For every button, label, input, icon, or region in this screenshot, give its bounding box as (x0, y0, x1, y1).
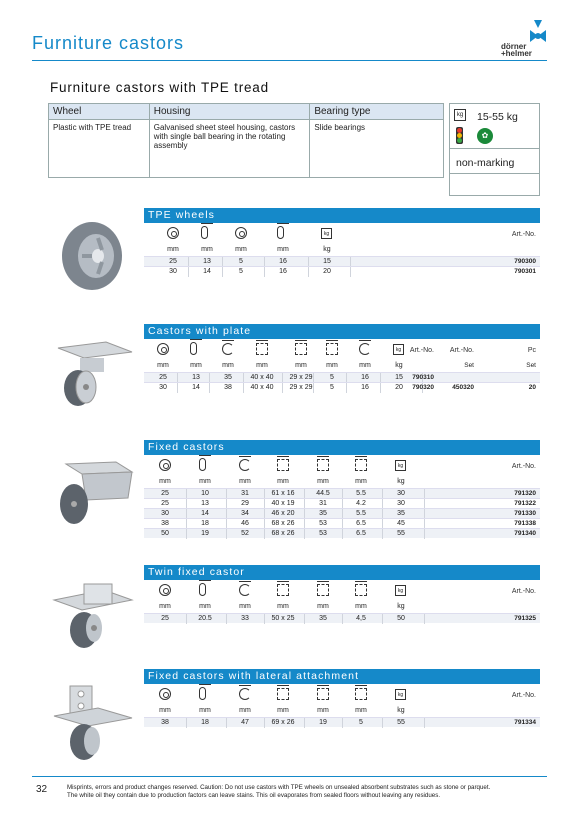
spec-header-bearing: Bearing type (310, 104, 444, 120)
unit-label: mm (355, 603, 367, 610)
table-lateral-attachment (144, 684, 540, 727)
unit-label: mm (222, 362, 234, 369)
twin-fixed-castor-image (48, 578, 138, 650)
unit-label: kg (397, 603, 405, 610)
unit-label: mm (277, 246, 289, 253)
icons-row (144, 455, 540, 477)
unit-label: mm (317, 707, 329, 714)
table-cell: 18 (201, 520, 209, 527)
table-cell: 5 (330, 384, 334, 391)
hole-diameter-icon (326, 343, 338, 355)
units-row (144, 706, 540, 717)
table-row (144, 256, 540, 266)
art-no-header: Pc (527, 347, 536, 354)
article-number: 791340 (514, 530, 536, 537)
swivel-radius-icon (359, 343, 371, 355)
article-number: 450320 (452, 384, 474, 391)
column-divider (424, 614, 425, 624)
load-capacity-icon: kg (395, 460, 406, 471)
column-divider (222, 267, 223, 277)
unit-label: mm (159, 707, 171, 714)
total-height-icon (239, 459, 251, 471)
column-divider (346, 383, 347, 393)
table-cell: 33 (241, 615, 249, 622)
table-cell: 14 (192, 384, 200, 391)
table-cell: 44.5 (316, 490, 330, 497)
load-capacity-icon: kg (321, 228, 332, 239)
wheel-width-icon (199, 687, 206, 700)
non-marking-label: non-marking (456, 157, 515, 169)
table-cell: 35 (224, 374, 232, 381)
unit-label: mm (157, 362, 169, 369)
wheel-width-icon (201, 226, 208, 239)
table-cell: 16 (361, 384, 369, 391)
units-row (144, 245, 540, 256)
brand-wordmark: dörner +helmer (501, 42, 532, 58)
unit-label: mm (277, 707, 289, 714)
column-divider (177, 383, 178, 393)
table-cell: 16 (279, 268, 287, 275)
unit-label: mm (359, 362, 371, 369)
table-cell: 29 x 29 (289, 374, 313, 381)
article-number: 791330 (514, 510, 536, 517)
table-cell: 47 (241, 719, 249, 726)
wheel-diameter-icon (167, 227, 179, 239)
spec-table (48, 103, 444, 178)
unit-label: mm (239, 707, 251, 714)
table-cell: 55 (397, 719, 405, 726)
table-row (144, 488, 540, 498)
art-sub-header: Set (526, 362, 536, 369)
table-cell: 34 (241, 510, 249, 517)
table-cell: 25 (159, 374, 167, 381)
unit-label: mm (355, 707, 367, 714)
table-row (144, 498, 540, 508)
column-divider (424, 529, 425, 539)
column-divider (226, 718, 227, 728)
table-cell: 31 (319, 500, 327, 507)
load-capacity-icon: kg (454, 109, 466, 121)
column-divider (342, 718, 343, 728)
bore-icon (235, 227, 247, 239)
column-divider (304, 529, 305, 539)
table-cell: 6.5 (356, 520, 366, 527)
column-divider (382, 614, 383, 624)
traffic-light-icon (456, 127, 463, 144)
art-no-header: Art.-No. (449, 347, 474, 354)
units-row (144, 477, 540, 488)
icons-row (144, 339, 540, 361)
column-divider (188, 267, 189, 277)
header-divider (32, 60, 547, 61)
spec-header-housing: Housing (149, 104, 310, 120)
footer-line-1: Misprints, errors and product changes reserved. Caution: Do not use castors with TPE wheels on unsealed absorbent substrates such as stone or parquet. (67, 784, 491, 791)
table-cell: 15 (395, 374, 403, 381)
column-divider (226, 529, 227, 539)
section-title-lateral-attachment: Fixed castors with lateral attachment (144, 669, 540, 684)
properties-nonmarking-row (450, 149, 539, 174)
table-cell: 19 (201, 530, 209, 537)
table-cell: 16 (279, 258, 287, 265)
table-cell: 46 (241, 520, 249, 527)
hole-spacing-icon (317, 459, 329, 471)
plate-size-icon (277, 688, 289, 700)
column-divider (304, 614, 305, 624)
table-cell: 5 (239, 268, 243, 275)
table-cell: 5.5 (356, 510, 366, 517)
column-divider (304, 718, 305, 728)
table-cell: 5.5 (356, 490, 366, 497)
article-number: 790310 (412, 374, 434, 381)
article-number: 790320 (412, 384, 434, 391)
table-cell: 68 x 26 (271, 530, 295, 537)
properties-load-row (450, 104, 539, 149)
hole-diameter-icon (355, 459, 367, 471)
column-divider (313, 383, 314, 393)
table-cell: 31 (241, 490, 249, 497)
table-row (144, 382, 540, 392)
table-cell: 46 x 20 (271, 510, 295, 517)
hub-length-icon (277, 226, 284, 239)
table-row (144, 518, 540, 528)
section-title-castors-with-plate: Castors with plate (144, 324, 540, 339)
unit-label: kg (397, 478, 405, 485)
art-no-header: Art.-No. (511, 588, 536, 595)
column-divider (264, 614, 265, 624)
table-cell: 13 (203, 258, 211, 265)
column-divider (282, 383, 283, 393)
column-divider (186, 614, 187, 624)
table-cell: 40 x 19 (271, 500, 295, 507)
footer-line-2: The white oil they contain due to production factors can leave stains. This oil evaporates from sealed floors without leaving any residues. (67, 792, 441, 799)
article-number: 791325 (514, 615, 536, 622)
column-divider (382, 529, 383, 539)
load-range: 15-55 kg (477, 111, 518, 123)
table-row (144, 266, 540, 276)
unit-label: mm (167, 246, 179, 253)
table-cell: 30 (161, 510, 169, 517)
table-cell: 10 (201, 490, 209, 497)
tpe-wheel-image (52, 218, 127, 293)
hole-spacing-icon (295, 343, 307, 355)
unit-label: mm (277, 478, 289, 485)
table-cell: 38 (161, 520, 169, 527)
table-cell: 4.2 (356, 500, 366, 507)
unit-label: mm (317, 603, 329, 610)
table-cell: 45 (397, 520, 405, 527)
plate-size-icon (256, 343, 268, 355)
castor-with-plate-image (48, 340, 138, 410)
hole-diameter-icon (355, 584, 367, 596)
column-divider (264, 267, 265, 277)
unit-label: mm (199, 707, 211, 714)
icons-row (144, 223, 540, 245)
table-cell: 14 (203, 268, 211, 275)
units-row (144, 602, 540, 613)
spec-header-wheel: Wheel (49, 104, 150, 120)
unit-label: kg (395, 362, 403, 369)
unit-label: mm (355, 478, 367, 485)
table-cell: 50 (397, 615, 405, 622)
plate-size-icon (277, 459, 289, 471)
units-row (144, 361, 540, 372)
table-cell: 52 (241, 530, 249, 537)
article-number: 790301 (514, 268, 536, 275)
column-divider (308, 267, 309, 277)
properties-box (449, 103, 540, 196)
table-cell: 14 (201, 510, 209, 517)
wheel-diameter-icon (159, 459, 171, 471)
column-divider (342, 529, 343, 539)
table-cell: 40 x 40 (250, 374, 274, 381)
load-capacity-icon: kg (395, 585, 406, 596)
table-cell: 53 (319, 520, 327, 527)
table-row (144, 528, 540, 538)
table-cell: 18 (201, 719, 209, 726)
table-cell: 5 (359, 719, 363, 726)
art-no-header: Art.-No. (511, 463, 536, 470)
table-cell: 4,5 (356, 615, 366, 622)
table-row (144, 508, 540, 518)
unit-label: mm (317, 478, 329, 485)
fixed-castor-image (48, 458, 138, 528)
article-number: 791338 (514, 520, 536, 527)
table-cell: 38 (224, 384, 232, 391)
column-divider (186, 529, 187, 539)
table-row (144, 717, 540, 727)
spec-value-housing: Galvanised sheet steel housing, castors with single ball bearing in the rotating assembly (149, 120, 310, 178)
section-subtitle: Furniture castors with TPE tread (50, 80, 269, 95)
table-cell: 35 (319, 510, 327, 517)
wheel-diameter-icon (157, 343, 169, 355)
column-divider (186, 718, 187, 728)
article-number: 791320 (514, 490, 536, 497)
table-row (144, 613, 540, 623)
table-cell: 25 (161, 615, 169, 622)
table-cell: 53 (319, 530, 327, 537)
article-number: 791322 (514, 500, 536, 507)
column-divider (264, 529, 265, 539)
art-sub-header: Set (464, 362, 474, 369)
wheel-diameter-icon (159, 688, 171, 700)
table-cell: 35 (319, 615, 327, 622)
column-divider (243, 383, 244, 393)
table-cell: 30 (397, 500, 405, 507)
table-cell: 20 (323, 268, 331, 275)
lateral-attachment-castor-image (48, 684, 138, 764)
column-divider (209, 383, 210, 393)
table-cell: 13 (201, 500, 209, 507)
table-fixed-castors (144, 455, 540, 538)
unit-label: mm (159, 478, 171, 485)
unit-label: kg (323, 246, 331, 253)
hole-spacing-icon (317, 584, 329, 596)
unit-label: mm (190, 362, 202, 369)
unit-label: mm (295, 362, 307, 369)
table-cell: 25 (161, 500, 169, 507)
table-cell: 50 (161, 530, 169, 537)
table-cell: 25 (169, 258, 177, 265)
plate-size-icon (277, 584, 289, 596)
table-cell: 61 x 16 (271, 490, 295, 497)
article-number: 790300 (514, 258, 536, 265)
table-cell: 25 (161, 490, 169, 497)
unit-label: mm (277, 603, 289, 610)
wheel-width-icon (190, 342, 197, 355)
table-cell: 15 (323, 258, 331, 265)
unit-label: mm (159, 603, 171, 610)
table-row (144, 372, 540, 382)
total-height-icon (239, 688, 251, 700)
column-divider (226, 614, 227, 624)
column-divider (382, 718, 383, 728)
table-cell: 50 x 25 (271, 615, 295, 622)
table-twin-fixed-castor (144, 580, 540, 623)
table-cell: 29 x 29 (289, 384, 313, 391)
page-title: Furniture castors (32, 33, 185, 53)
hole-diameter-icon (355, 688, 367, 700)
unit-label: kg (397, 707, 405, 714)
table-castors-with-plate (144, 339, 540, 392)
column-divider (264, 718, 265, 728)
unit-label: mm (235, 246, 247, 253)
table-cell: 35 (397, 510, 405, 517)
footer-divider (32, 776, 547, 777)
art-no-header: Art.-No. (511, 231, 536, 238)
wheel-diameter-icon (159, 584, 171, 596)
wheel-width-icon (199, 583, 206, 596)
table-cell: 30 (159, 384, 167, 391)
footer-disclaimer (67, 784, 547, 800)
table-cell: 20.5 (198, 615, 212, 622)
column-divider (424, 718, 425, 728)
column-divider (380, 383, 381, 393)
table-cell: 6.5 (356, 530, 366, 537)
spec-value-bearing: Slide bearings (310, 120, 444, 178)
table-cell: 55 (397, 530, 405, 537)
table-cell: 5 (239, 258, 243, 265)
table-cell: 69 x 26 (271, 719, 295, 726)
unit-label: mm (199, 478, 211, 485)
wheel-width-icon (199, 458, 206, 471)
load-capacity-icon: kg (393, 344, 404, 355)
total-height-icon (239, 584, 251, 596)
leaf-icon: ✿ (477, 128, 493, 144)
unit-label: mm (199, 603, 211, 610)
total-height-icon (222, 343, 234, 355)
column-divider (350, 267, 351, 277)
unit-label: mm (256, 362, 268, 369)
unit-label: mm (326, 362, 338, 369)
table-cell: 29 (241, 500, 249, 507)
art-no-header: Art.-No. (511, 692, 536, 699)
table-cell: 40 x 40 (250, 384, 274, 391)
unit-label: mm (239, 478, 251, 485)
column-divider (342, 614, 343, 624)
table-cell: 30 (397, 490, 405, 497)
unit-label: mm (239, 603, 251, 610)
art-no-header: Art.-No. (409, 347, 434, 354)
section-title-twin-fixed-castor: Twin fixed castor (144, 565, 540, 580)
table-cell: 16 (361, 374, 369, 381)
article-number: 20 (528, 384, 536, 391)
table-cell: 30 (169, 268, 177, 275)
unit-label: mm (201, 246, 213, 253)
table-cell: 13 (192, 374, 200, 381)
table-cell: 5 (330, 374, 334, 381)
spec-value-wheel: Plastic with TPE tread (49, 120, 150, 178)
hole-spacing-icon (317, 688, 329, 700)
table-cell: 38 (161, 719, 169, 726)
icons-row (144, 580, 540, 602)
page-number: 32 (36, 784, 48, 795)
load-capacity-icon: kg (395, 689, 406, 700)
table-tpe-wheels (144, 223, 540, 276)
section-title-fixed-castors: Fixed castors (144, 440, 540, 455)
icons-row (144, 684, 540, 706)
article-number: 791334 (514, 719, 536, 726)
table-cell: 20 (395, 384, 403, 391)
section-title-tpe-wheels: TPE wheels (144, 208, 540, 223)
table-cell: 19 (319, 719, 327, 726)
table-cell: 68 x 26 (271, 520, 295, 527)
